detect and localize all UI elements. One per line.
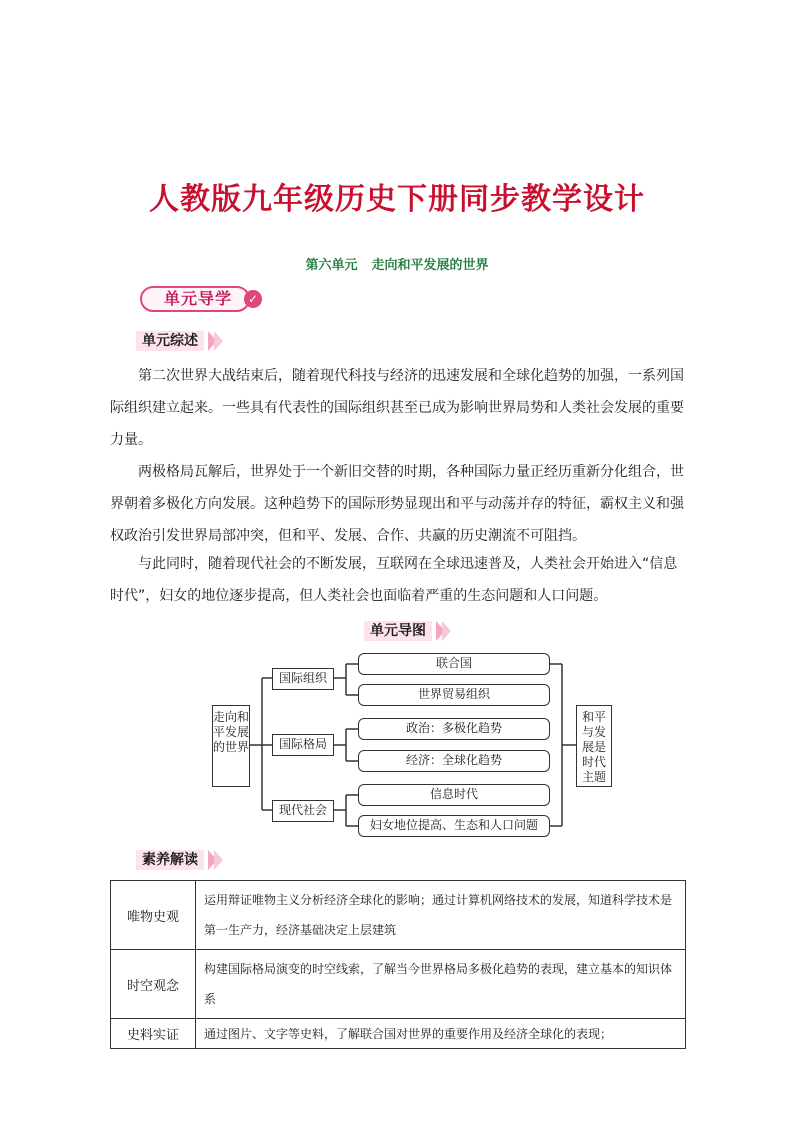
literacy-item: 唯物史观 [111,881,196,950]
unit-heading [0,254,794,273]
mindmap-leaf: 世界贸易组织 [358,684,550,706]
mindmap-branch-international-organizations: 国际组织 [272,668,334,690]
section-map-text: 单元导图 [364,621,432,641]
chevron-right-icon [214,331,223,351]
mindmap-conclusion: 和平与发展是时代主题 [576,705,612,787]
chevron-right-icon [214,850,223,870]
table-row [111,1019,686,1049]
mindmap-branch-modern-society: 现代社会 [272,800,334,822]
literacy-content: 通过图片、文字等史料，了解联合国对世界的重要作用及经济全球化的表现； [196,1019,686,1049]
banner-label: 单元导学 [164,289,233,308]
overview-paragraph-2: 两极格局瓦解后，世界处于一个新旧交替的时期，各种国际力量正经历重新分化组合，世界朝着多极化方向发展。这种趋势下的国际形势显现出和平与动荡并存的特征，霸权主义和强权政治引发世界局部冲突，但和平、发展、合作、共赢的历史潮流不可阻挡。 [110,464,684,544]
literacy-item: 史料实证 [111,1019,196,1049]
unit-guide-banner [140,284,262,312]
mindmap-leaf: 信息时代 [358,784,550,806]
unit-number: 第六单元 [305,258,358,273]
unit-name: 走向和平发展的世界 [371,258,489,273]
literacy-item: 时空观念 [111,950,196,1019]
mindmap-root: 走向和平发展的世界 [212,705,250,787]
mindmap-leaf: 妇女地位提高、生态和人口问题 [358,815,550,837]
table-row [111,950,686,1019]
section-literacy-text: 素养解读 [136,850,204,870]
literacy-content: 构建国际格局演变的时空线索，了解当今世界格局多极化趋势的表现，建立基本的知识体系 [196,950,686,1019]
mindmap-leaf: 联合国 [358,653,550,675]
overview-paragraph-1: 第二次世界大战结束后，随着现代科技与经济的迅速发展和全球化趋势的加强，一系列国际组织建立起来。一些具有代表性的国际组织甚至已成为影响世界局势和人类社会发展的重要力量。 [110,368,684,448]
overview-paragraph-3: 与此同时，随着现代社会的不断发展，互联网在全球迅速普及，人类社会开始进入“信息时代”，妇女的地位逐步提高，但人类社会也面临着严重的生态问题和人口问题。 [110,556,678,604]
section-overview-text: 单元综述 [136,331,204,351]
mindmap-branch-international-pattern: 国际格局 [272,734,334,756]
check-icon: ✓ [244,290,262,308]
unit-mindmap [210,648,620,838]
page-title: 人教版九年级历史下册同步教学设计 [149,182,645,217]
mindmap-leaf: 政治：多极化趋势 [358,718,550,740]
mindmap-leaf: 经济：全球化趋势 [358,750,550,772]
chevron-right-icon [442,621,451,641]
literacy-content: 运用辩证唯物主义分析经济全球化的影响；通过计算机网络技术的发展，知道科学技术是第一生产力，经济基础决定上层建筑 [196,881,686,950]
literacy-table [110,880,686,1049]
table-row [111,881,686,950]
